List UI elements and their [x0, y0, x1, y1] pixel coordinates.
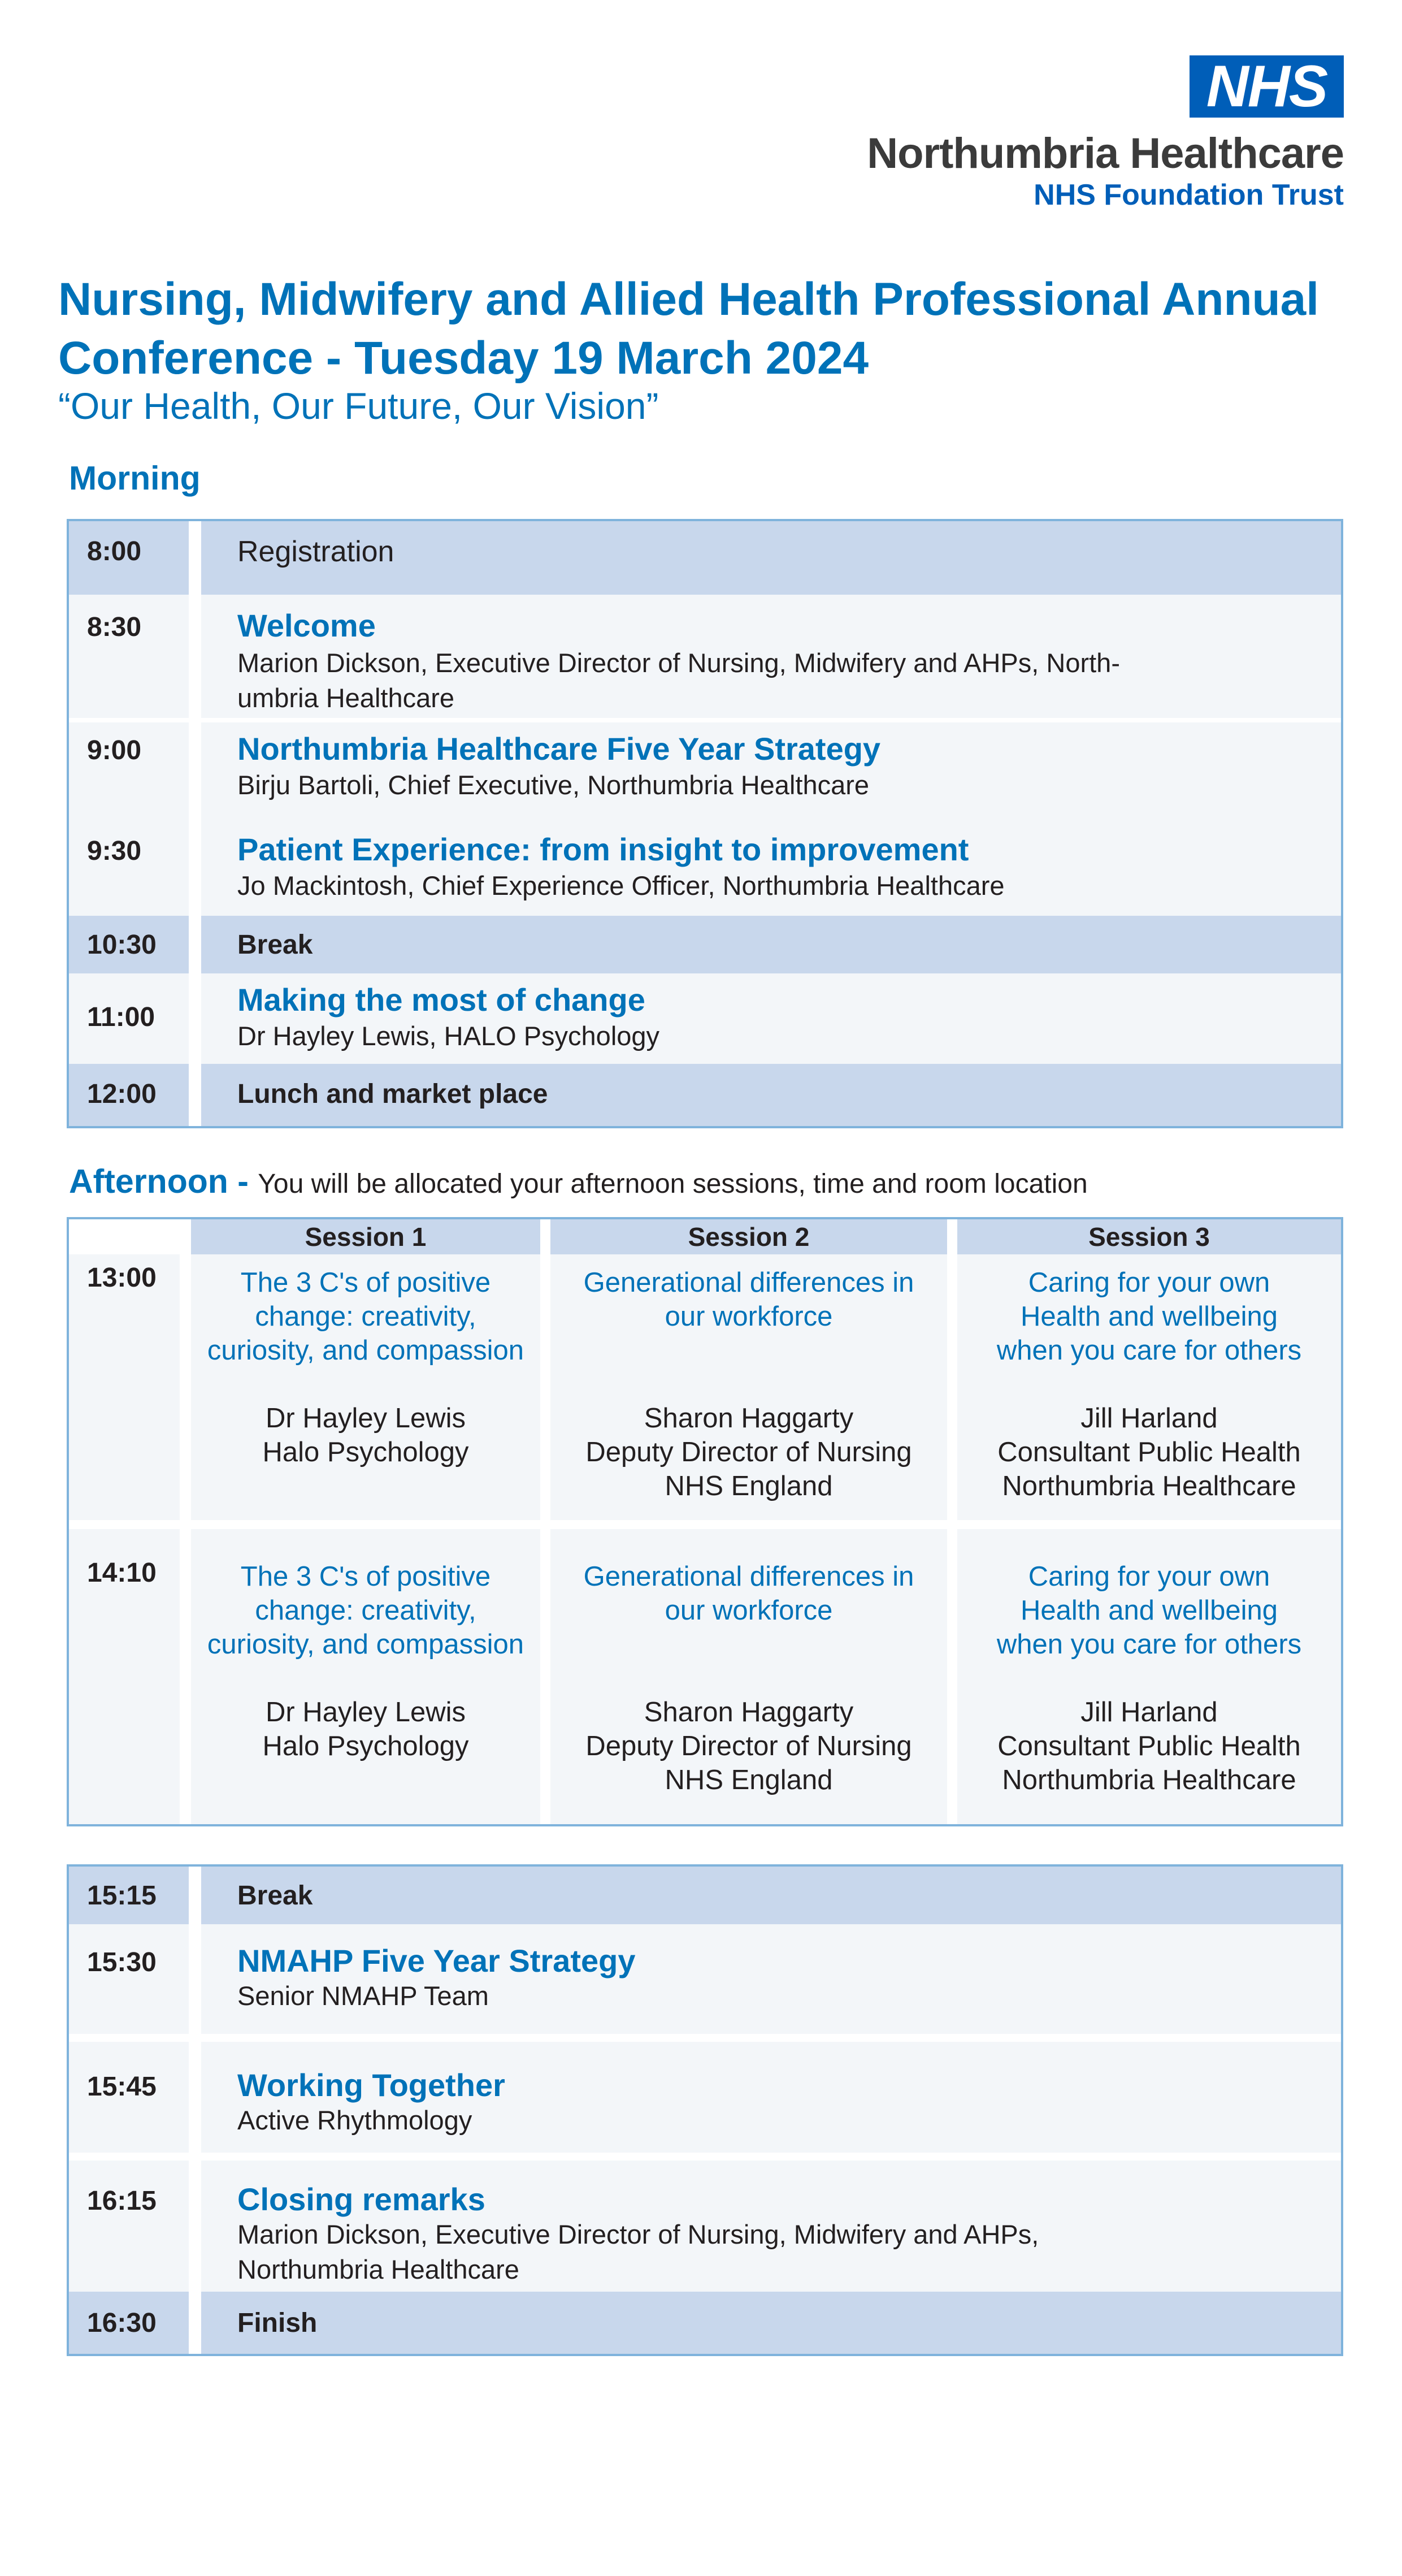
row-time: 15:15: [87, 1881, 157, 1911]
schedule-row: [69, 2161, 1341, 2292]
row-title: NMAHP Five Year Strategy: [237, 1943, 636, 1978]
schedule-row: [69, 521, 1341, 595]
schedule-row: [69, 722, 1341, 916]
row-time: 10:30: [87, 930, 157, 960]
afternoon-sessions: [67, 1217, 1343, 1826]
row-time: 15:30: [87, 1947, 157, 1977]
session-title: Generational differences in our workforce: [583, 1267, 914, 1332]
row-time: 9:30: [87, 836, 142, 866]
row-speaker: Dr Hayley Lewis, HALO Psychology: [237, 1021, 660, 1051]
schedule-row: [69, 595, 1341, 718]
row-speaker: Active Rhythmology: [237, 2105, 472, 2135]
session-speaker: Dr Hayley Lewis Halo Psychology: [262, 1403, 469, 1467]
row-speaker: [237, 646, 1300, 716]
session-column-3: [957, 1219, 1341, 1824]
session-header: Session 3: [957, 1219, 1341, 1254]
organisation-name: Northumbria Healthcare: [867, 129, 1344, 177]
slot-time: 14:10: [87, 1558, 157, 1588]
session-header: Session 1: [191, 1219, 540, 1254]
row-speaker: Birju Bartoli, Chief Executive, Northumbria Healthcare: [237, 770, 870, 800]
session-speaker: Sharon Haggarty Deputy Director of Nursing NHS England: [585, 1403, 912, 1501]
schedule-row: [69, 2042, 1341, 2153]
session-column-2: [550, 1219, 947, 1824]
row-time: 11:00: [87, 1002, 155, 1032]
row-title: Northumbria Healthcare Five Year Strategy: [237, 731, 881, 767]
row-title: Welcome: [237, 608, 376, 643]
row-time: 16:30: [87, 2308, 157, 2338]
afternoon-heading-label: Afternoon -: [69, 1163, 258, 1200]
title-line-1: Nursing, Midwifery and Allied Health Professional Annual: [58, 274, 1319, 325]
row-label: Lunch and market place: [237, 1079, 548, 1109]
late-afternoon-schedule: [67, 1864, 1343, 2356]
speaker-line: Northumbria Healthcare: [237, 2254, 519, 2284]
row-time: 16:15: [87, 2186, 157, 2216]
session-column-1: [191, 1219, 540, 1824]
session-speaker: Jill Harland Consultant Public Health Northumbria Healthcare: [997, 1697, 1301, 1795]
afternoon-heading: [69, 1162, 1088, 1201]
row-speaker: [237, 2217, 1300, 2287]
row-label: Break: [237, 930, 313, 960]
page-title: [58, 270, 1358, 388]
row-title: Making the most of change: [237, 982, 645, 1018]
afternoon-note: You will be allocated your afternoon sessions, time and room location: [258, 1169, 1088, 1199]
morning-schedule: [67, 519, 1343, 1128]
organisation-subtitle: NHS Foundation Trust: [1034, 179, 1344, 211]
speaker-line: Marion Dickson, Executive Director of Nursing, Midwifery and AHPs, North-: [237, 648, 1120, 678]
session-title: The 3 C's of positive change: creativity, curiosity, and compassion: [207, 1561, 524, 1660]
row-label: Finish: [237, 2308, 318, 2338]
row-time: 15:45: [87, 2072, 157, 2102]
row-title: Patient Experience: from insight to improvement: [237, 832, 969, 867]
session-title: Generational differences in our workforce: [583, 1561, 914, 1626]
session-speaker: Jill Harland Consultant Public Health Northumbria Healthcare: [997, 1403, 1301, 1501]
schedule-row: [69, 973, 1341, 1064]
nhs-logo: [1190, 55, 1344, 118]
row-title: Closing remarks: [237, 2181, 485, 2217]
nhs-logo-text: NHS: [1206, 53, 1327, 119]
page-tagline: “Our Health, Our Future, Our Vision”: [58, 385, 659, 427]
row-title: Working Together: [237, 2067, 505, 2103]
schedule-row: [69, 1064, 1341, 1126]
row-speaker: Jo Mackintosh, Chief Experience Officer, Northumbria Healthcare: [237, 871, 1005, 900]
schedule-row: [69, 2292, 1341, 2354]
row-label: Registration: [237, 535, 394, 568]
row-time: 8:00: [87, 536, 142, 566]
schedule-row: [69, 1924, 1341, 2034]
slot-time: 13:00: [87, 1263, 157, 1293]
row-label: Break: [237, 1881, 313, 1911]
schedule-row: [69, 1867, 1341, 1924]
schedule-row: [69, 916, 1341, 973]
time-column: [69, 1219, 180, 1824]
speaker-line: umbria Healthcare: [237, 683, 455, 713]
row-time: 9:00: [87, 735, 142, 765]
session-title: Caring for your own Health and wellbeing when you care for others: [996, 1267, 1302, 1366]
row-time: 12:00: [87, 1079, 157, 1109]
speaker-line: Marion Dickson, Executive Director of Nursing, Midwifery and AHPs,: [237, 2219, 1039, 2249]
row-speaker: Senior NMAHP Team: [237, 1981, 489, 2011]
morning-heading: Morning: [69, 460, 201, 497]
row-time: 8:30: [87, 612, 142, 642]
title-line-2: Conference - Tuesday 19 March 2024: [58, 332, 869, 384]
session-title: Caring for your own Health and wellbeing when you care for others: [996, 1561, 1302, 1660]
session-speaker: Sharon Haggarty Deputy Director of Nursing NHS England: [585, 1697, 912, 1795]
session-speaker: Dr Hayley Lewis Halo Psychology: [262, 1697, 469, 1761]
session-header: Session 2: [550, 1219, 947, 1254]
session-title: The 3 C's of positive change: creativity, curiosity, and compassion: [207, 1267, 524, 1366]
